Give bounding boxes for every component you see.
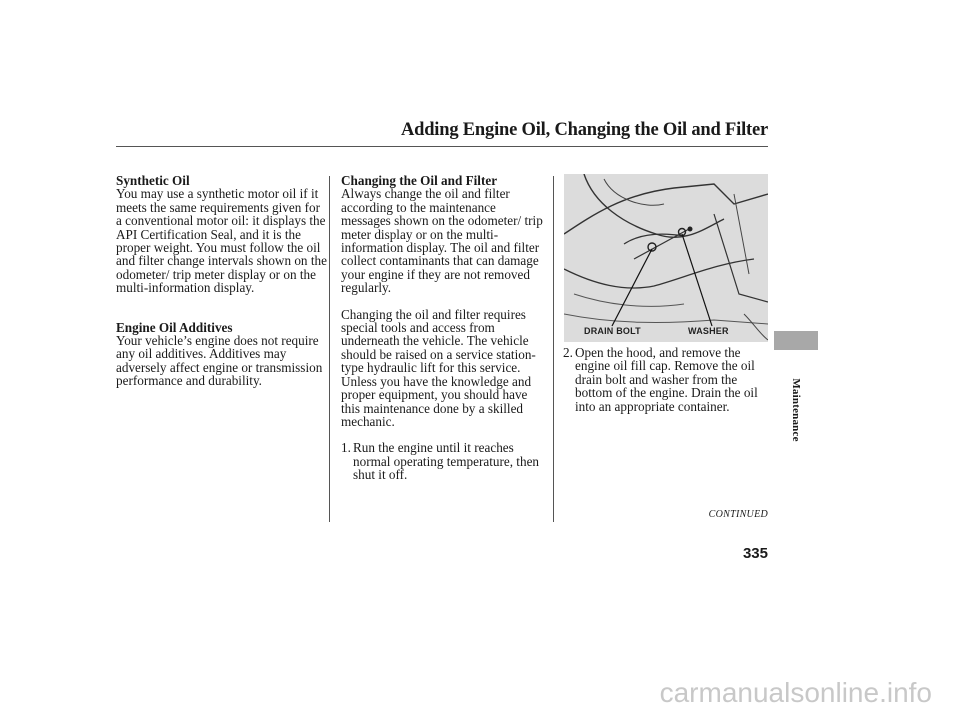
- drain-bolt-label: DRAIN BOLT: [584, 326, 641, 336]
- drain-bolt-illustration: [564, 174, 768, 342]
- column-right: [563, 346, 769, 413]
- column-divider-left: [329, 176, 330, 522]
- synthetic-oil-body: You may use a synthetic motor oil if it meets the same requirements given for a conventional motor oil: it displays the API Certification Seal, and it is the proper weight. You must follow the oil and filter change intervals shown on the odometer/ trip meter display or on the multi-information display.: [116, 186, 327, 296]
- page-number: 335: [742, 545, 768, 562]
- section-label: Maintenance: [790, 378, 802, 442]
- step-2-number: 2.: [563, 345, 573, 360]
- engine-oil-additives-heading: Engine Oil Additives: [116, 319, 233, 335]
- title-rule: [116, 146, 768, 147]
- column-left: [116, 174, 328, 388]
- changing-oil-heading: Changing the Oil and Filter: [341, 173, 498, 188]
- washer-label: WASHER: [688, 326, 729, 336]
- step-1-text: Run the engine until it reaches normal operating temperature, then shut it off.: [353, 440, 540, 483]
- column-divider-right: [553, 176, 554, 522]
- changing-oil-para-1: Always change the oil and filter according to the maintenance messages shown on the odometer/ trip meter display or on the multi-information display. The oil and filter collect contaminants that can damage your engine if they are not removed regularly.: [341, 186, 543, 296]
- step-2-text: Open the hood, and remove the engine oil fill cap. Remove the oil drain bolt and washer from the bottom of the engine. Drain the oil into an appropriate container.: [575, 345, 758, 414]
- continued-note: CONTINUED: [708, 509, 768, 520]
- step-1-number: 1.: [341, 440, 351, 456]
- engine-oil-additives-body: Your vehicle’s engine does not require any oil additives. Additives may adversely affect engine or transmission performance and durability.: [116, 333, 323, 389]
- watermark: carmanualsonline.info: [659, 677, 932, 708]
- changing-oil-para-2: Changing the oil and filter requires special tools and access from underneath the vehicle. The vehicle should be raised on a service station-type hydraulic lift for this service. Unless you have the knowledge and proper equipment, you should have this maintenance done by a skilled mechanic.: [341, 306, 536, 429]
- column-middle: [341, 174, 547, 482]
- section-tab: [774, 331, 818, 350]
- engine-underside-drawing: [564, 174, 768, 342]
- step-2: [563, 346, 769, 413]
- step-1: [341, 441, 547, 481]
- synthetic-oil-heading: Synthetic Oil: [116, 173, 190, 188]
- page-title: Adding Engine Oil, Changing the Oil and Filter: [400, 120, 768, 140]
